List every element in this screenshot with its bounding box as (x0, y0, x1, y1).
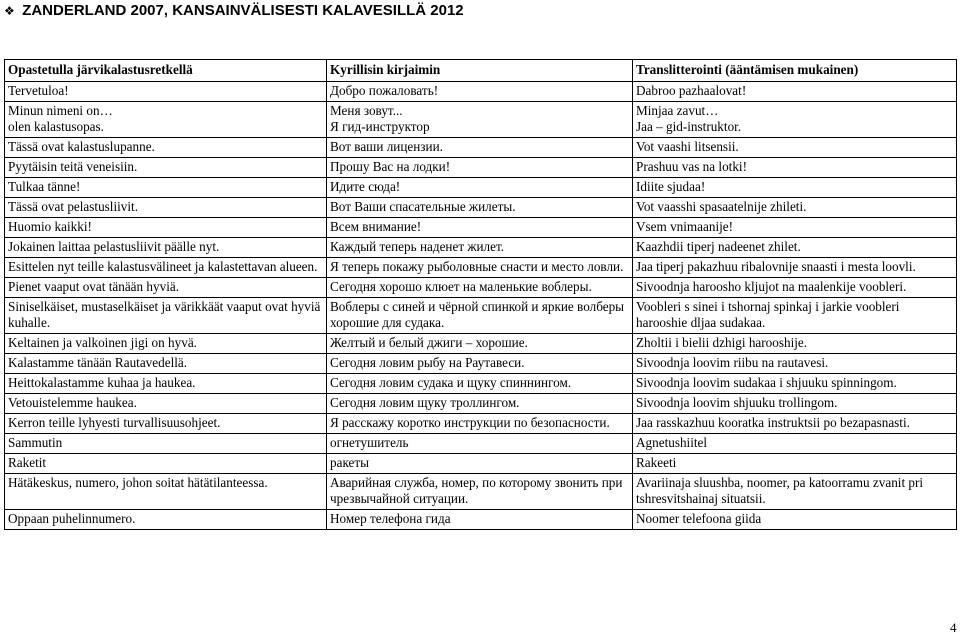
table-row (5, 198, 957, 218)
transliteration-cell: Sivoodnja haroosho kljujot na maalenkije voobleri. (633, 278, 957, 298)
table-row (5, 238, 957, 258)
table-body (5, 82, 957, 530)
cyrillic-cell: Номер телефона гида (327, 510, 633, 530)
table-row (5, 334, 957, 354)
table-row (5, 298, 957, 334)
cyrillic-cell: Сегодня ловим щуку троллингом. (327, 394, 633, 414)
finnish-cell: Vetouistelemme haukea. (5, 394, 327, 414)
cyrillic-cell: Вот Ваши спасательные жилеты. (327, 198, 633, 218)
transliteration-cell: Vsem vnimaanije! (633, 218, 957, 238)
transliteration-cell: Sivoodnja loovim shjuuku trollingom. (633, 394, 957, 414)
transliteration-cell: Vot vaasshi spasaatelnije zhileti. (633, 198, 957, 218)
page-number: 4 (950, 620, 957, 635)
cyrillic-cell: Сегодня ловим судака и щуку спиннингом. (327, 374, 633, 394)
table-header-row (5, 60, 957, 82)
column-header-cyrillic: Kyrillisin kirjaimin (327, 60, 633, 82)
table-row (5, 374, 957, 394)
finnish-cell: Oppaan puhelinnumero. (5, 510, 327, 530)
table-row (5, 510, 957, 530)
table-row (5, 434, 957, 454)
finnish-cell: Huomio kaikki! (5, 218, 327, 238)
table-row (5, 138, 957, 158)
finnish-cell: Sammutin (5, 434, 327, 454)
finnish-cell: Tässä ovat pelastusliivit. (5, 198, 327, 218)
finnish-cell: Minun nimeni on… olen kalastusopas. (5, 102, 327, 138)
table-row (5, 414, 957, 434)
finnish-cell: Pienet vaaput ovat tänään hyviä. (5, 278, 327, 298)
diamond-bullet-icon: ❖ (4, 4, 15, 18)
cyrillic-cell: Вот ваши лицензии. (327, 138, 633, 158)
cyrillic-cell: Аварийная служба, номер, по которому звонить при чрезвычайной ситуации. (327, 474, 633, 510)
transliteration-cell: Voobleri s sinei i tshornaj spinkaj i jarkie voobleri harooshie dljaa sudakaa. (633, 298, 957, 334)
table-row (5, 158, 957, 178)
cyrillic-cell: Всем внимание! (327, 218, 633, 238)
table-row (5, 394, 957, 414)
finnish-cell: Hätäkeskus, numero, johon soitat hätätilanteessa. (5, 474, 327, 510)
column-header-transliteration: Translitterointi (ääntämisen mukainen) (633, 60, 957, 82)
finnish-cell: Tervetuloa! (5, 82, 327, 102)
table-row (5, 278, 957, 298)
finnish-cell: Siniselkäiset, mustaselkäiset ja värikkäät vaaput ovat hyviä kuhalle. (5, 298, 327, 334)
table-row (5, 178, 957, 198)
table-row (5, 82, 957, 102)
transliteration-cell: Zholtii i bielii dzhigi harooshije. (633, 334, 957, 354)
cyrillic-cell: Сегодня ловим рыбу на Раутавеси. (327, 354, 633, 374)
transliteration-cell: Sivoodnja loovim sudakaa i shjuuku spinningom. (633, 374, 957, 394)
transliteration-cell: Noomer telefoona giida (633, 510, 957, 530)
finnish-cell: Keltainen ja valkoinen jigi on hyvä. (5, 334, 327, 354)
cyrillic-cell: Каждый теперь наденет жилет. (327, 238, 633, 258)
table-row (5, 454, 957, 474)
table-row (5, 474, 957, 510)
cyrillic-cell: ракеты (327, 454, 633, 474)
transliteration-cell: Sivoodnja loovim riibu na rautavesi. (633, 354, 957, 374)
transliteration-cell: Prashuu vas na lotki! (633, 158, 957, 178)
table-row (5, 354, 957, 374)
table-row (5, 258, 957, 278)
transliteration-cell: Jaa tiperj pakazhuu ribalovnije snaasti i mesta loovli. (633, 258, 957, 278)
transliteration-cell: Avariinaja sluushba, noomer, pa katoorramu zvanit pri tshresvitshainaj situatsii. (633, 474, 957, 510)
phrase-table (4, 59, 957, 530)
finnish-cell: Jokainen laittaa pelastusliivit päälle nyt. (5, 238, 327, 258)
cyrillic-cell: Прошу Вас на лодки! (327, 158, 633, 178)
table-row (5, 102, 957, 138)
column-header-finnish: Opastetulla järvikalastusretkellä (5, 60, 327, 82)
cyrillic-cell: Я расскажу коротко инструкции по безопасности. (327, 414, 633, 434)
transliteration-cell: Kaazhdii tiperj nadeenet zhilet. (633, 238, 957, 258)
transliteration-cell: Agnetushiitel (633, 434, 957, 454)
finnish-cell: Heittokalastamme kuhaa ja haukea. (5, 374, 327, 394)
table-row (5, 218, 957, 238)
cyrillic-cell: огнетушитель (327, 434, 633, 454)
document-header (4, 2, 464, 19)
cyrillic-cell: Желтый и белый джиги – хорошие. (327, 334, 633, 354)
cyrillic-cell: Меня зовут... Я гид-инструктор (327, 102, 633, 138)
cyrillic-cell: Воблеры с синей и чёрной спинкой и яркие волберы хорошие для судака. (327, 298, 633, 334)
cyrillic-cell: Сегодня хорошо клюет на маленькие воблеры. (327, 278, 633, 298)
transliteration-cell: Minjaa zavut… Jaa – gid-instruktor. (633, 102, 957, 138)
document-title: ZANDERLAND 2007, KANSAINVÄLISESTI KALAVESILLÄ 2012 (22, 2, 464, 19)
transliteration-cell: Jaa rasskazhuu kooratka instruktsii po bezapasnasti. (633, 414, 957, 434)
transliteration-cell: Rakeeti (633, 454, 957, 474)
finnish-cell: Tulkaa tänne! (5, 178, 327, 198)
finnish-cell: Tässä ovat kalastuslupanne. (5, 138, 327, 158)
transliteration-cell: Vot vaashi litsensii. (633, 138, 957, 158)
finnish-cell: Raketit (5, 454, 327, 474)
cyrillic-cell: Идите сюда! (327, 178, 633, 198)
transliteration-cell: Idiite sjudaa! (633, 178, 957, 198)
cyrillic-cell: Добро пожаловать! (327, 82, 633, 102)
finnish-cell: Kerron teille lyhyesti turvallisuusohjeet. (5, 414, 327, 434)
finnish-cell: Kalastamme tänään Rautavedellä. (5, 354, 327, 374)
cyrillic-cell: Я теперь покажу рыболовные снасти и место ловли. (327, 258, 633, 278)
transliteration-cell: Dabroo pazhaalovat! (633, 82, 957, 102)
finnish-cell: Pyytäisin teitä veneisiin. (5, 158, 327, 178)
finnish-cell: Esittelen nyt teille kalastusvälineet ja kalastettavan alueen. (5, 258, 327, 278)
